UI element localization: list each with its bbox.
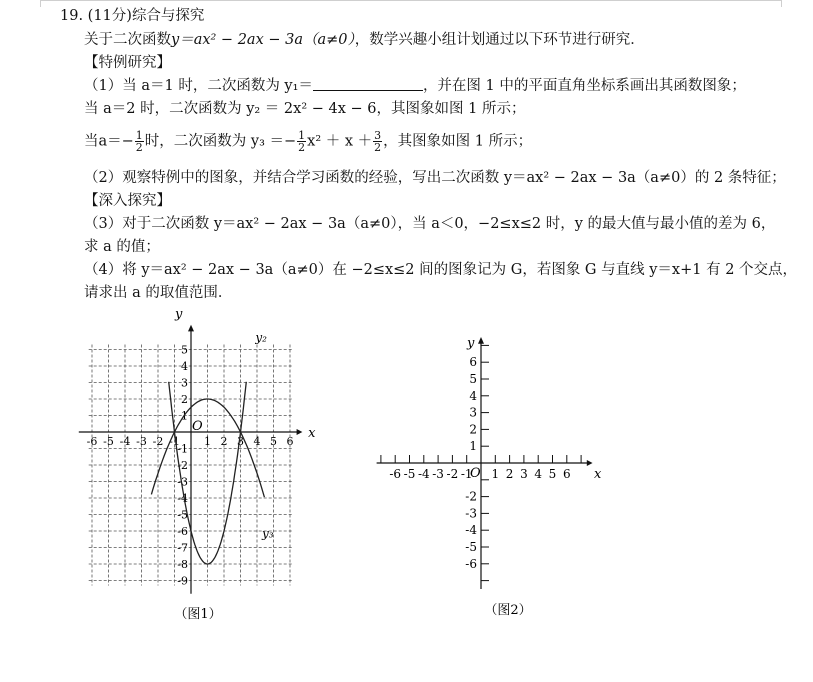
- section-special-title: 【特例研究】: [84, 55, 171, 71]
- y-tick-label: -1: [177, 442, 188, 456]
- x-tick-label: 4: [253, 435, 261, 448]
- y-tick-label: 3: [469, 405, 477, 420]
- problem-heading: [60, 6, 204, 26]
- fig2-x-axis-label: x: [593, 467, 602, 482]
- x-tick-label: 1: [204, 435, 211, 448]
- question-2-line: （2）观察特例中的图象，并结合学习函数的经验，写出二次函数 y＝ax² − 2ax − 3a（a≠0）的 2 条特征；: [84, 170, 786, 186]
- question-4-line-2: 请求出 a 的取值范围．: [84, 285, 233, 301]
- y-tick-label: 5: [181, 343, 188, 357]
- x-tick-label: -5: [403, 467, 416, 481]
- x-tick-label: -3: [136, 435, 147, 448]
- y-tick-label: -3: [465, 506, 477, 521]
- fig2-caption: （图2）: [484, 603, 532, 618]
- fraction-one-half-b: [297, 130, 306, 153]
- y-tick-label: 4: [469, 388, 477, 403]
- frac-den: 2: [374, 141, 382, 154]
- x-tick-label: -4: [119, 435, 131, 448]
- intro-line: [84, 30, 645, 50]
- fraction-three-half: [373, 130, 382, 153]
- page-corner-left: [40, 0, 41, 7]
- x-tick-label: -3: [432, 467, 444, 481]
- frac-den: 2: [298, 141, 306, 154]
- fig1-curve-label-y2: y₂: [255, 330, 267, 345]
- x-tick-label: -5: [103, 435, 114, 448]
- y-tick-label: 1: [181, 409, 188, 423]
- q1-y3-text: 当a＝−: [84, 133, 134, 150]
- fig1-axes: [79, 325, 303, 594]
- frac-num: 1: [135, 129, 143, 142]
- y-tick-label: 4: [181, 360, 188, 373]
- q1-text: （1）当 a＝1 时，二次函数为 y₁＝: [84, 78, 313, 94]
- y-tick-label: -2: [465, 489, 477, 504]
- fig1-caption: （图1）: [174, 607, 222, 622]
- x-tick-label: -1: [169, 435, 180, 448]
- x-tick-label: -1: [460, 467, 473, 481]
- x-tick-label: 3: [520, 467, 528, 481]
- x-tick-label: -2: [152, 435, 164, 448]
- q1-text-end: ，并在图 1 中的平面直角坐标系画出其函数图象；: [422, 78, 746, 94]
- y-tick-label: -6: [465, 556, 477, 571]
- frac-num: 3: [374, 129, 382, 142]
- y-axis-arrow: [478, 337, 484, 344]
- x-tick-label: 5: [548, 467, 557, 481]
- y-tick-label: -6: [177, 525, 188, 538]
- x-tick-label: 2: [220, 435, 228, 448]
- question-3-line-2: 求 a 的值；: [84, 239, 160, 255]
- x-tick-label: -4: [417, 467, 430, 481]
- question-1-y3-line: [84, 130, 532, 153]
- x-tick-label: -6: [86, 435, 98, 448]
- x-tick-label: 2: [505, 467, 514, 481]
- q1-y3-text-mid: 时，二次函数为 y₃ ＝−: [144, 133, 297, 150]
- y-tick-label: -3: [177, 475, 188, 489]
- fig1-y-axis-label: y: [175, 307, 183, 323]
- intro-text-end: ，数学兴趣小组计划通过以下环节进行研究．: [354, 32, 645, 48]
- question-1-line: [84, 76, 746, 96]
- fig2-axes: [377, 337, 593, 589]
- y-tick-label: -4: [177, 492, 188, 505]
- question-4-line: （4）将 y＝ax² − 2ax − 3a（a≠0）在 −2≤x≤2 间的图象记为 G，若图象 G 与直线 y＝x+1 有 2 个交点，: [84, 262, 798, 278]
- y-tick-label: 1: [469, 439, 477, 454]
- fig1-origin-label: O: [192, 419, 203, 434]
- y-tick-label: 5: [469, 372, 477, 386]
- x-tick-label: 5: [270, 435, 277, 448]
- q1-y3-text-end: ，其图象如图 1 所示；: [383, 133, 533, 150]
- frac-den: 2: [135, 141, 143, 154]
- fig1-x-axis-label: x: [308, 426, 316, 441]
- frac-num: 1: [298, 129, 306, 142]
- page-corner-right: [781, 0, 782, 7]
- y-tick-label: -2: [177, 459, 188, 472]
- x-tick-label: -2: [446, 467, 459, 481]
- fig1-curve-label-y3: y₃: [261, 526, 274, 541]
- figure-2-graph: [368, 318, 628, 623]
- problem-score: (11分): [87, 8, 132, 24]
- y-tick-label: -9: [177, 574, 188, 588]
- problem-number: 19.: [60, 8, 84, 24]
- x-axis-arrow: [297, 429, 303, 435]
- answer-blank[interactable]: [313, 76, 423, 91]
- fraction-one-half: [135, 130, 144, 153]
- x-tick-label: 6: [562, 467, 571, 481]
- x-tick-label: -6: [389, 467, 402, 481]
- question-3-line: （3）对于二次函数 y＝ax² − 2ax − 3a（a≠0），当 a＜0，−2≤x≤2 时，y 的最大值与最小值的差为 6，: [84, 216, 776, 232]
- y-tick-label: 2: [469, 422, 477, 437]
- problem-title: 综合与探究: [131, 8, 205, 24]
- x-tick-label: 4: [534, 467, 543, 481]
- y-tick-label: 2: [181, 393, 188, 406]
- intro-function: y＝ax² − 2ax − 3a（a≠0）: [171, 32, 355, 48]
- page-top-border: [40, 0, 782, 1]
- x-axis-arrow: [587, 460, 593, 466]
- y-tick-label: 3: [181, 376, 188, 390]
- q1-y3-text-mid2: x² ＋ x ＋: [307, 133, 373, 150]
- x-tick-label: 3: [237, 435, 244, 448]
- y-tick-label: -5: [177, 508, 188, 522]
- section-deep-title: 【深入探究】: [84, 193, 171, 209]
- fig2-origin-label: O: [470, 466, 481, 481]
- fig1-tick-labels: [87, 344, 294, 588]
- intro-text: 关于二次函数: [84, 32, 171, 48]
- y-axis-arrow: [188, 325, 194, 332]
- x-tick-label: 6: [286, 435, 294, 448]
- y-tick-label: -5: [465, 540, 477, 554]
- figure-1-graph: [86, 307, 338, 632]
- x-tick-label: 1: [491, 467, 500, 481]
- y-tick-label: -8: [177, 558, 188, 571]
- y-tick-label: -4: [465, 523, 477, 538]
- y-tick-label: 6: [469, 355, 477, 370]
- y-tick-label: -7: [177, 541, 188, 555]
- fig2-y-axis-label: y: [467, 336, 475, 352]
- question-1-y2-line: 当 a＝2 时，二次函数为 y₂ ＝ 2x² − 4x − 6，其图象如图 1 所示；: [84, 101, 526, 117]
